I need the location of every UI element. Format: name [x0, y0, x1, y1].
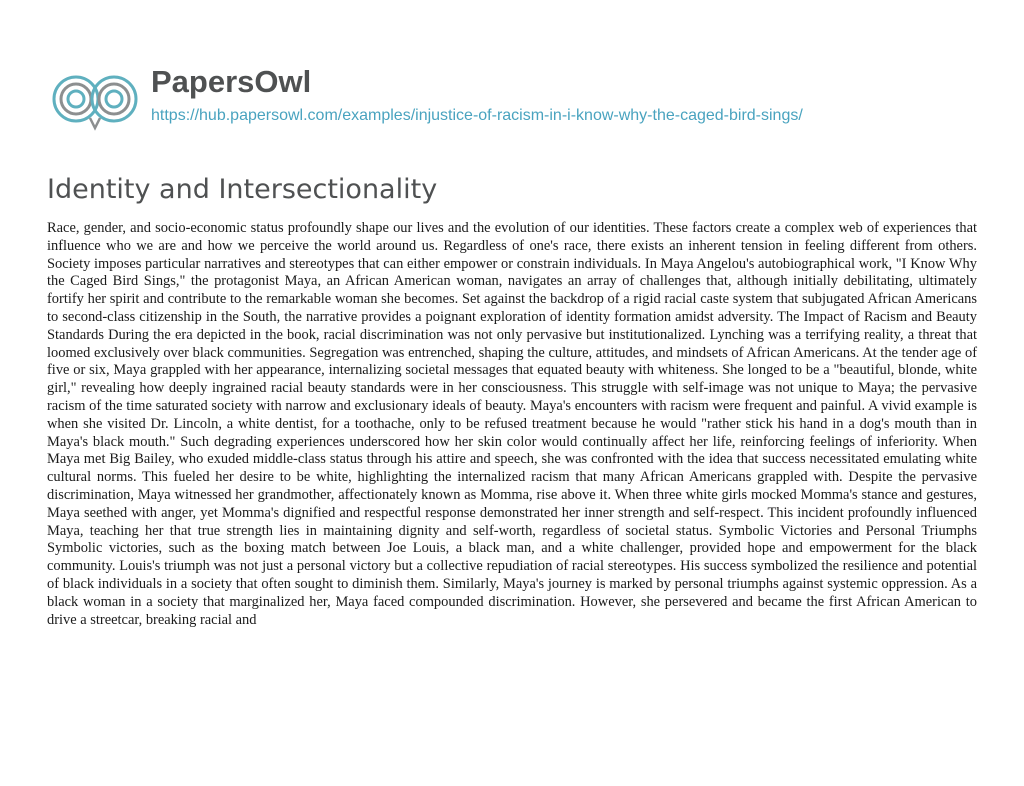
logo-graphic	[50, 60, 140, 150]
header	[0, 0, 1024, 160]
document-body: Race, gender, and socio-economic status profoundly shape our lives and the evolution of our identities. These factors create a complex web of experiences that influence who we are and how we perceive the world around us. Regardless of one's race, there exists an inherent tension in feeling different from others. Society imposes particular narratives and stereotypes that can either empower or constrain individuals. In Maya Angelou's autobiographical work, "I Know Why the Caged Bird Sings," the protagonist Maya, an African American woman, navigates an array of challenges that, although initially debilitating, ultimately fortify her spirit and contribute to the remarkable woman she becomes. Set against the backdrop of a rigid racial caste system that subjugated African Americans to second-class citizenship in the South, the narrative provides a poignant exploration of identity formation amidst adversity. The Impact of Racism and Beauty Standards During the era depicted in the book, racial discrimination was not only pervasive but institutionalized. Lynching was a terrifying reality, a threat that loomed exclusively over black communities. Segregation was entrenched, shaping the culture, attitudes, and mindsets of African Americans. At the tender age of five or six, Maya grappled with her appearance, internalizing societal messages that equated beauty with whiteness. She longed to be a "beautiful, blonde, white girl," revealing how deeply ingrained racial beauty standards were in her consciousness. This struggle with self-image was not unique to Maya; the pervasive racism of the time saturated society with narrow and exclusionary ideals of beauty. Maya's encounters with racism were frequent and painful. A vivid example is when she visited Dr. Lincoln, a white dentist, for a toothache, only to be refused treatment because he would "rather stick his hand in a dog's mouth than in Maya's black mouth." Such degrading experiences underscored how her skin color would continually affect her life, reinforcing feelings of inferiority. When Maya met Big Bailey, who exuded middle-class status through his attire and speech, she was confronted with the idea that success necessitated emulating white cultural norms. This fueled her desire to be white, highlighting the internalized racism that many African Americans grappled with. Despite the pervasive discrimination, Maya witnessed her grandmother, affectionately known as Momma, rise above it. When three white girls mocked Momma's stance and gestures, Maya seethed with anger, yet Momma's dignified and respectful response demonstrated her inner strength and self-respect. This incident profoundly influenced Maya, teaching her that true strength lies in maintaining dignity and self-worth, regardless of societal status. Symbolic Victories and Personal Triumphs Symbolic victories, such as the boxing match between Joe Louis, a black man, and a white challenger, provided hope and empowerment for the black community. Louis's triumph was not just a personal victory but a collective repudiation of racial stereotypes. His success symbolized the resilience and potential of black individuals in a society that often sought to diminish them. Similarly, Maya's journey is marked by personal triumphs against systemic oppression. As a black woman in a society that marginalized her, Maya faced compounded discrimination. However, she persevered and became the first African American to drive a streetcar, breaking racial and	[47, 220, 977, 628]
owl-eyes-icon	[50, 60, 140, 150]
source-url-link[interactable]: https://hub.papersowl.com/examples/injustice-of-racism-in-i-know-why-the-caged-bird-sings/	[151, 107, 803, 124]
brand-name: PapersOwl	[151, 64, 312, 99]
document-title: Identity and Intersectionality	[47, 174, 438, 205]
